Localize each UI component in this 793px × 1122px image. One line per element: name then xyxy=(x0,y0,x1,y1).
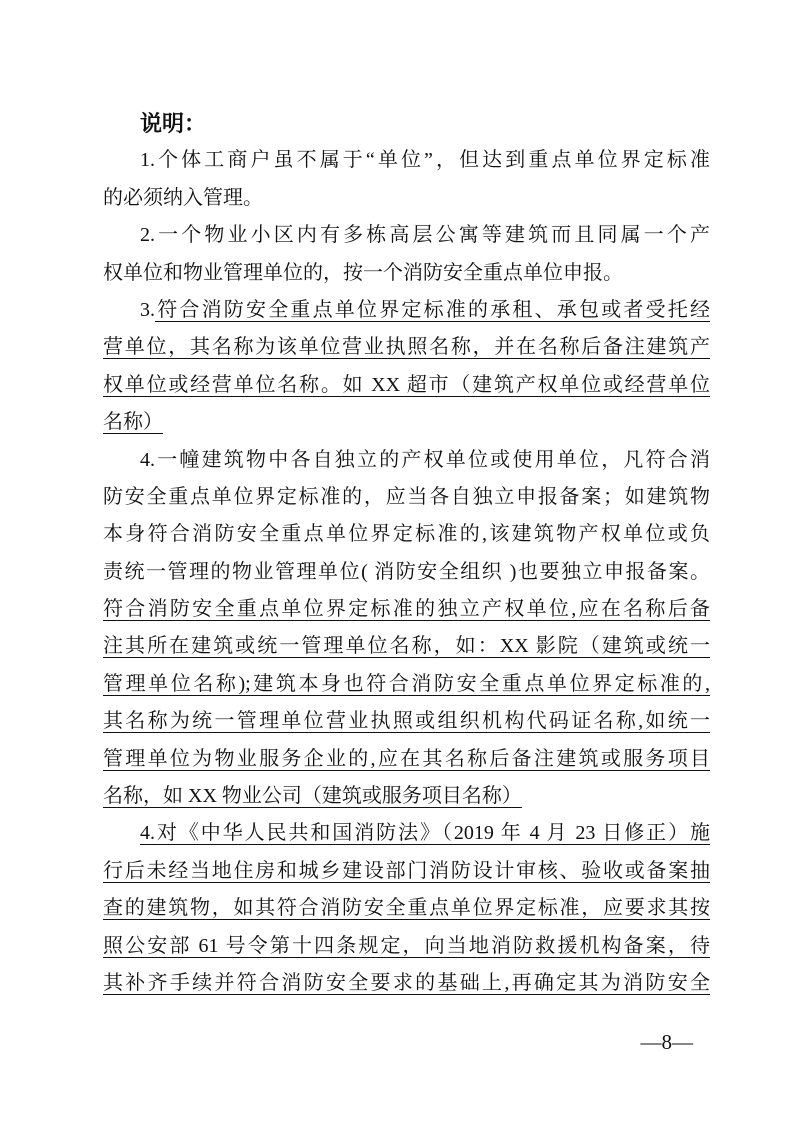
line-text: 4.一幢建筑物中各自独立的产权单位或使用单位，凡符合消 xyxy=(140,448,710,471)
text-line xyxy=(103,367,710,404)
text-line xyxy=(103,591,710,628)
line-text: 行后未经当地住房和城乡建设部门消防设计审核、验收或备案抽 xyxy=(103,859,710,882)
text-line xyxy=(103,703,710,740)
text-line xyxy=(103,516,710,553)
text-line xyxy=(103,479,710,516)
line-text: 权单位和物业管理单位的，按一个消防安全重点单位申报。 xyxy=(103,261,623,284)
text-line xyxy=(103,142,710,179)
line-text: 名称） xyxy=(103,411,163,434)
line-text: 2.一个物业小区内有多栋高层公寓等建筑而且同属一个产 xyxy=(140,224,710,247)
line-text: 名称，如 XX 物业公司（建筑或服务项目名称） xyxy=(103,785,522,808)
page-number: —8— xyxy=(640,1030,693,1054)
line-text: 照公安部 61 号令第十四条规定，向当地消防救援机构备案，待 xyxy=(103,934,710,957)
text-line xyxy=(103,628,710,665)
line-text: 其补齐手续并符合消防安全要求的基础上,再确定其为消防安全 xyxy=(103,971,710,994)
line-text: 管理单位名称);建筑本身也符合消防安全重点单位界定标准的, xyxy=(103,672,710,695)
text-line xyxy=(103,255,710,292)
list-number: 3. xyxy=(140,298,155,321)
paragraph-lines xyxy=(103,142,710,1002)
line-text: 营单位，其名称为该单位营业执照名称，并在名称后备注建筑产 xyxy=(103,336,710,359)
text-line xyxy=(103,217,710,254)
line-text: 符合消防安全重点单位界定标准的独立产权单位,应在名称后备 xyxy=(103,598,710,621)
text-line xyxy=(103,554,710,591)
line-text: 的必须纳入管理。 xyxy=(103,186,263,209)
line-text: 4.对《中华人民共和国消防法》（2019 年 4 月 23 日修正）施 xyxy=(140,822,710,845)
line-text: 符合消防安全重点单位界定标准的承租、承包或者受托经 xyxy=(155,298,710,321)
line-text: 防安全重点单位界定标准的，应当各自独立申报备案；如建筑物 xyxy=(103,485,710,508)
text-line xyxy=(103,329,710,366)
line-text: 其名称为统一管理单位营业执照或组织机构代码证名称,如统一 xyxy=(103,710,710,733)
text-line xyxy=(103,404,710,441)
section-heading: 说明： xyxy=(140,111,207,136)
line-text: 本身符合消防安全重点单位界定标准的,该建筑物产权单位或负 xyxy=(103,523,710,546)
text-line xyxy=(103,442,710,479)
text-line xyxy=(103,890,710,927)
text-line xyxy=(103,965,710,1002)
text-line xyxy=(103,741,710,778)
line-text: 注其所在建筑或统一管理单位名称，如：XX 影院（建筑或统一 xyxy=(103,635,710,658)
document-body xyxy=(103,105,710,1002)
line-text: 责统一管理的物业管理单位( 消防安全组织 )也要独立申报备案。 xyxy=(103,560,710,583)
text-line xyxy=(103,928,710,965)
line-text: 查的建筑物，如其符合消防安全重点单位界定标准，应要求其按 xyxy=(103,897,710,920)
text-line xyxy=(103,292,710,329)
line-text: 1.个体工商户虽不属于“单位”，但达到重点单位界定标准 xyxy=(140,149,710,172)
text-line xyxy=(103,778,710,815)
text-line xyxy=(103,853,710,890)
line-text: 管理单位为物业服务企业的,应在其名称后备注建筑或服务项目 xyxy=(103,747,710,770)
line-text: 权单位或经营单位名称。如 XX 超市（建筑产权单位或经营单位 xyxy=(103,373,710,396)
text-line xyxy=(103,815,710,852)
text-line xyxy=(103,666,710,703)
text-line xyxy=(103,180,710,217)
